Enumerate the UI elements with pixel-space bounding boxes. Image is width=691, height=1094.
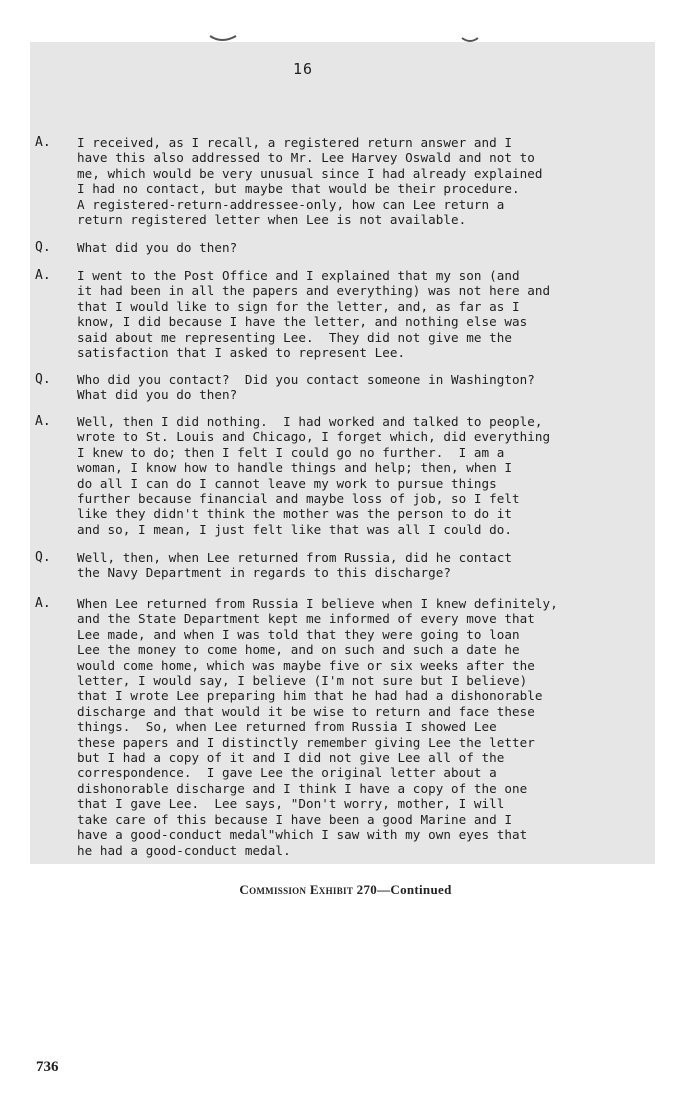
qa-text: Who did you contact? Did you contact someone in Washington? What did you do then? [77,372,535,403]
exhibit-caption-suffix: —Continued [377,882,452,897]
qa-text: When Lee returned from Russia I believe when I knew definitely, and the State Department kept me informed of every move that Lee made, and when I was told that they were going to loan Lee the money to come home, and on such and such a date he would come home, which was maybe five or six weeks after the letter, I would say, I believe (I'm not sure but I believe) that I wrote Lee preparing him that he had had a dishonorable discharge and that would it be wise to return and face these things. So, when Lee returned from Russia I showed Lee these papers and I distinctly remember giving Lee the letter but I had a copy of it and I did not give Lee all of the correspondence. I gave Lee the original letter about a dishonorable discharge and I think I have a copy of the one that I gave Lee. Lee says, "Don't worry, mother, I will take care of this because I have been a good Marine and I have a good-conduct medal"which I saw with my own eyes that he had a good-conduct medal. [77,596,558,858]
qa-label: Q. [35,372,51,387]
qa-label: Q. [35,550,51,565]
qa-label: A. [35,135,51,150]
qa-label: Q. [35,240,51,255]
qa-text: Well, then I did nothing. I had worked and talked to people, wrote to St. Louis and Chicago, I forget which, did everything I knew to do; then I felt I could go no further. I am a woman, I know how to handle things and help; then, when I do all I can do I cannot leave my work to pursue things further because financial and maybe loss of job, so I felt like they didn't think the mother was the person to do it and so, I mean, I just felt like that was all I could do. [77,414,551,537]
volume-page-number: 736 [36,1059,59,1075]
qa-text: I received, as I recall, a registered return answer and I have this also addressed to Mr. Lee Harvey Oswald and not to me, which would be very unusual since I had already explained I had no contact, but maybe that would be their procedure. A registered-return-addressee-only, how can Lee return a return registered letter when Lee is not available. [77,135,543,228]
qa-text: I went to the Post Office and I explained that my son (and it had been in all the papers and everything) was not here and that I would like to sign for the letter, and, as far as I know, I did because I have the letter, and nothing else was said about me representing Lee. They did not give me the satisfaction that I asked to represent Lee. [77,268,551,361]
qa-text: What did you do then? [77,240,238,255]
qa-label: A. [35,268,51,283]
exhibit-caption-title: Commission Exhibit 270 [239,882,378,897]
exhibit-caption [0,882,691,898]
qa-label: A. [35,596,51,611]
qa-text: Well, then, when Lee returned from Russia, did he contact the Navy Department in regards to this discharge? [77,550,513,581]
typescript-page-number: 16 [293,60,314,78]
qa-label: A. [35,414,51,429]
